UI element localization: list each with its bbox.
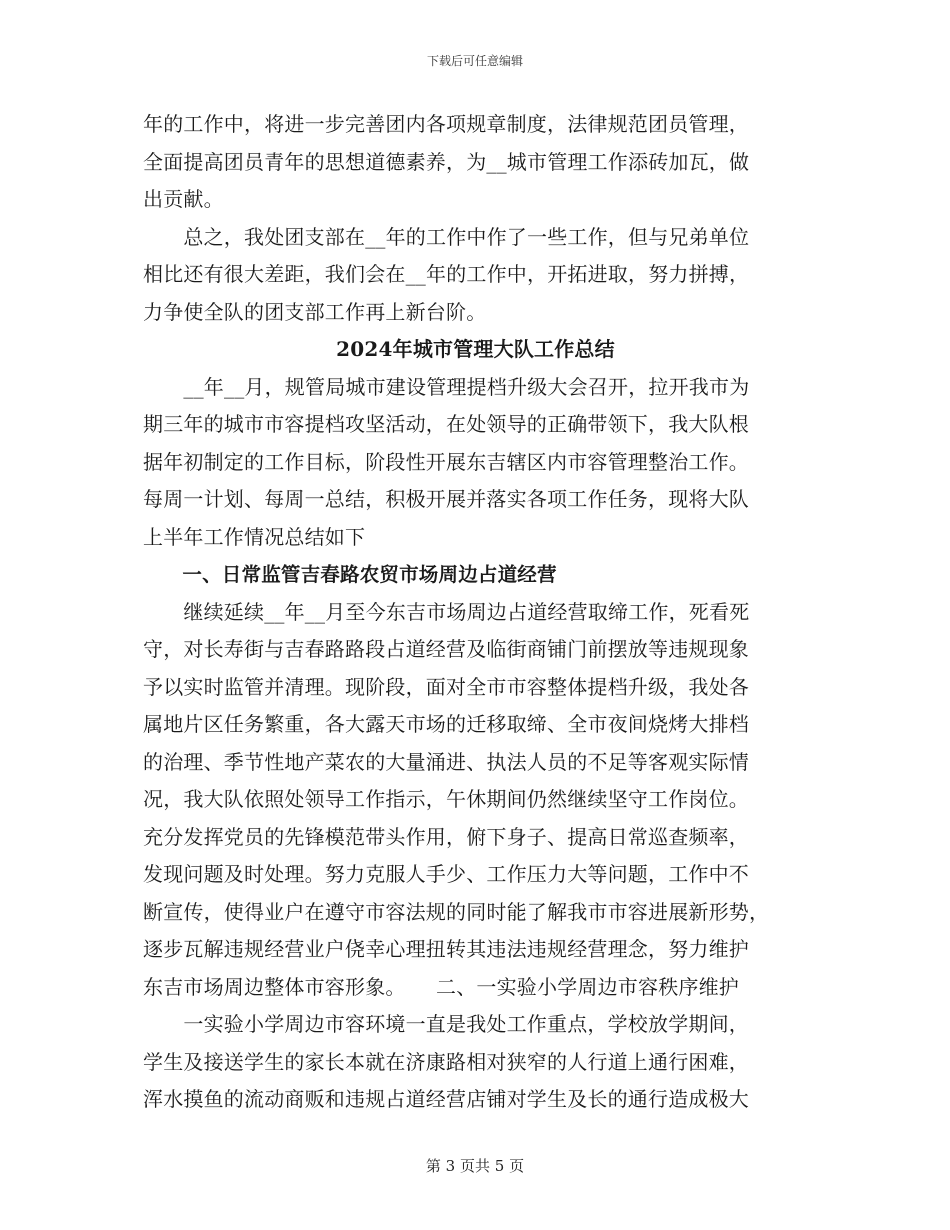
header-note: 下载后可任意编辑: [426, 54, 523, 68]
body-line: 期三年的城市市容提档攻坚活动，在处领导的正确带领下，我大队根: [143, 412, 749, 436]
document-body: [143, 106, 808, 1119]
body-line: 断宣传，使得业户在遵守市容法规的同时能了解我市市容进展新形势，: [143, 899, 770, 924]
body-line: __年__月，规管局城市建设管理提档升级大会召开，拉开我市为: [143, 374, 750, 399]
body-line: 学生及接送学生的家长本就在济康路相对狭窄的人行道上通行困难，: [143, 1049, 749, 1074]
body-line: 属地片区任务繁重，各大露天市场的迁移取缔、全市夜间烧烤大排档: [143, 712, 749, 736]
body-line: 况，我大队依照处领导工作指示，午休期间仍然继续坚守工作岗位。: [143, 787, 749, 811]
body-line: 一实验小学周边市容环境一直是我处工作重点，学校放学期间，: [143, 1012, 749, 1036]
body-line: 充分发挥党员的先锋模范带头作用，俯下身子、提高日常巡查频率，: [143, 824, 749, 849]
body-line: 守，对长寿街与吉春路路段占道经营及临街商铺门前摆放等违规现象: [143, 637, 749, 661]
body-line: 全面提高团员青年的思想道德素养，为__城市管理工作添砖加瓦，做: [143, 149, 750, 174]
body-line: 浑水摸鱼的流动商贩和违规占道经营店铺对学生及长的通行造成极大: [143, 1087, 749, 1111]
page-number: 第 3 页共 5 页: [425, 1157, 525, 1175]
section-title: 2024年城市管理大队工作总结: [336, 337, 615, 361]
subsection-heading: 一、日常监管吉春路农贸市场周边占道经营: [143, 563, 557, 586]
body-line: 东吉市场周边整体市容形象。 二、一实验小学周边市容秩序维护: [143, 974, 739, 999]
body-line: 继续延续__年__月至今东吉市场周边占道经营取缔工作，死看死: [143, 599, 750, 624]
body-line: 相比还有很大差距，我们会在__年的工作中，开拓进取，努力拼搏，: [143, 262, 750, 286]
body-line: 每周一计划、每周一总结，积极开展并落实各项工作任务，现将大队: [143, 487, 749, 511]
body-line: 总之，我处团支部在__年的工作中作了一些工作，但与兄弟单位: [143, 224, 750, 249]
body-line: 上半年工作情况总结如下: [143, 524, 366, 549]
body-line: 予以实时监管并清理。现阶段，面对全市市容整体提档升级，我处各: [143, 674, 749, 699]
body-line: 发现问题及时处理。努力克服人手少、工作压力大等问题，工作中不: [143, 862, 749, 886]
body-line: 出贡献。: [143, 187, 224, 211]
body-line: 据年初制定的工作目标，阶段性开展东吉辖区内市容管理整治工作。: [143, 449, 749, 474]
body-line: 逐步瓦解违规经营业户侥幸心理扭转其违法违规经营理念，努力维护: [143, 937, 749, 961]
body-line: 力争使全队的团支部工作再上新台阶。: [143, 299, 487, 324]
body-line: 的治理、季节性地产菜农的大量涌进、执法人员的不足等客观实际情: [143, 749, 749, 774]
body-line: 年的工作中，将进一步完善团内各项规章制度，法律规范团员管理，: [143, 112, 749, 136]
